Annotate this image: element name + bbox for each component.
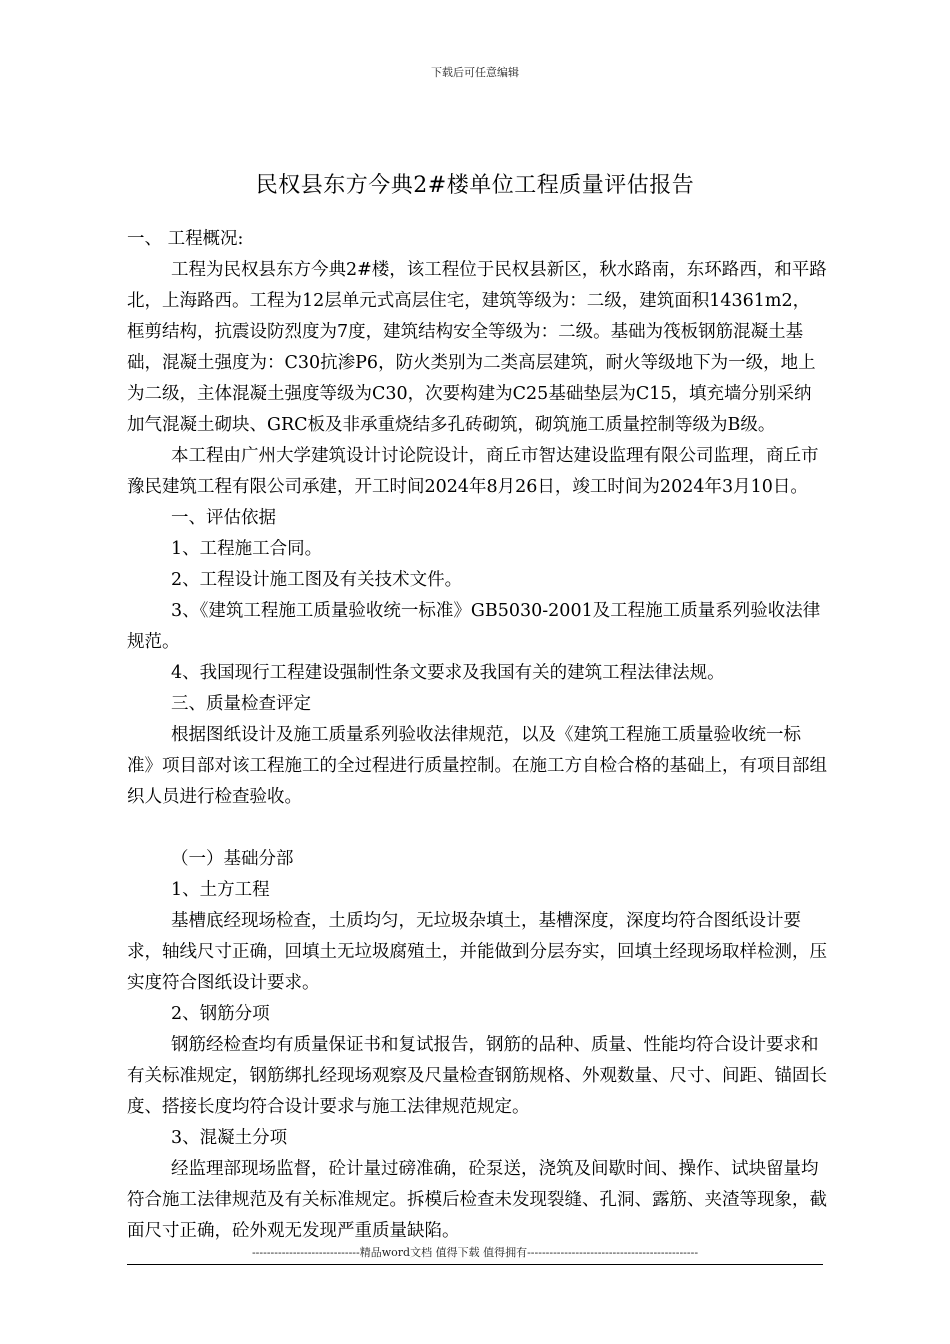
heading-foundation: （一）基础分部: [171, 849, 294, 869]
page-header-note: 下载后可任意编辑: [431, 66, 519, 79]
list-item-basis-4: 4、我国现行工程建设强制性条文要求及我国有关的建筑工程法律法规。: [171, 663, 725, 683]
heading-evaluation-basis: 一、评估依据: [171, 508, 276, 528]
heading-earthwork: 1、土方工程: [171, 880, 270, 900]
heading-quality-inspection: 三、质量检查评定: [171, 694, 311, 714]
list-item-basis-3: 3、《建筑工程施工质量验收统一标准》GB5030-2001及工程施工质量系列验收法律规范。: [127, 601, 821, 652]
paragraph-concrete: 经监理部现场监督，砼计量过磅准确，砼泵送，浇筑及间歇时间、操作、试块留量均符合施工法律规范及有关标准规定。拆模后检查未发现裂缝、孔洞、露筋、夹渣等现象，截面尺寸正确，砼外观无发现严重质量缺陷。: [127, 1159, 827, 1241]
heading-rebar: 2、钢筋分项: [171, 1004, 270, 1024]
list-item-basis-2: 2、工程设计施工图及有关技术文件。: [171, 570, 463, 590]
document-body: [127, 224, 827, 1247]
paragraph-rebar: 钢筋经检查均有质量保证书和复试报告，钢筋的品种、质量、性能均符合设计要求和有关标准规定，钢筋绑扎经现场观察及尺量检查钢筋规格、外观数量、尺寸、间距、锚固长度、搭接长度均符合设计要求与施工法律规范规定。: [127, 1035, 827, 1117]
document-title: 民权县东方今典2#楼单位工程质量评估报告: [255, 173, 695, 198]
section-heading-overview: 一、 工程概况:: [127, 229, 244, 249]
paragraph-quality-control: 根据图纸设计及施工质量系列验收法律规范，以及《建筑工程施工质量验收统一标准》项目部对该工程施工的全过程进行质量控制。在施工方自检合格的基础上，有项目部组织人员进行检查验收。: [127, 725, 827, 807]
blank-line: [127, 813, 827, 844]
paragraph-earthwork: 基槽底经现场检查，土质均匀，无垃圾杂填土，基槽深度，深度均符合图纸设计要求，轴线尺寸正确，回填土无垃圾腐殖土，并能做到分层夯实，回填土经现场取样检测，压实度符合图纸设计要求。: [127, 911, 827, 993]
paragraph-parties: 本工程由广州大学建筑设计讨论院设计，商丘市智达建设监理有限公司监理，商丘市豫民建筑工程有限公司承建，开工时间2024年8月26日，竣工时间为2024年3月10日。: [127, 446, 819, 497]
list-item-basis-1: 1、工程施工合同。: [171, 539, 323, 559]
paragraph-project-overview: 工程为民权县东方今典2#楼，该工程位于民权县新区，秋水路南，东环路西，和平路北，上海路西。工程为12层单元式高层住宅，建筑等级为：二级，建筑面积14361m2，框剪结构，抗震设防烈度为7度，建筑结构安全等级为：二级。基础为筏板钢筋混凝土基础，混凝土强度为：C30抗渗P6，防火类别为二类高层建筑，耐火等级地下为一级，地上为二级，主体混凝土强度等级为C30，次要构建为C25基础垫层为C15，填充墙分别采纳加气混凝土砌块、GRC板及非承重烧结多孔砖砌筑，砌筑施工质量控制等级为B级。: [127, 260, 827, 435]
footer-divider: [127, 1264, 823, 1265]
heading-concrete: 3、混凝土分项: [171, 1128, 288, 1148]
page-footer-text: -----------------------------精品word文档 值得下载 值得拥有----------------------------------------------: [251, 1246, 699, 1259]
